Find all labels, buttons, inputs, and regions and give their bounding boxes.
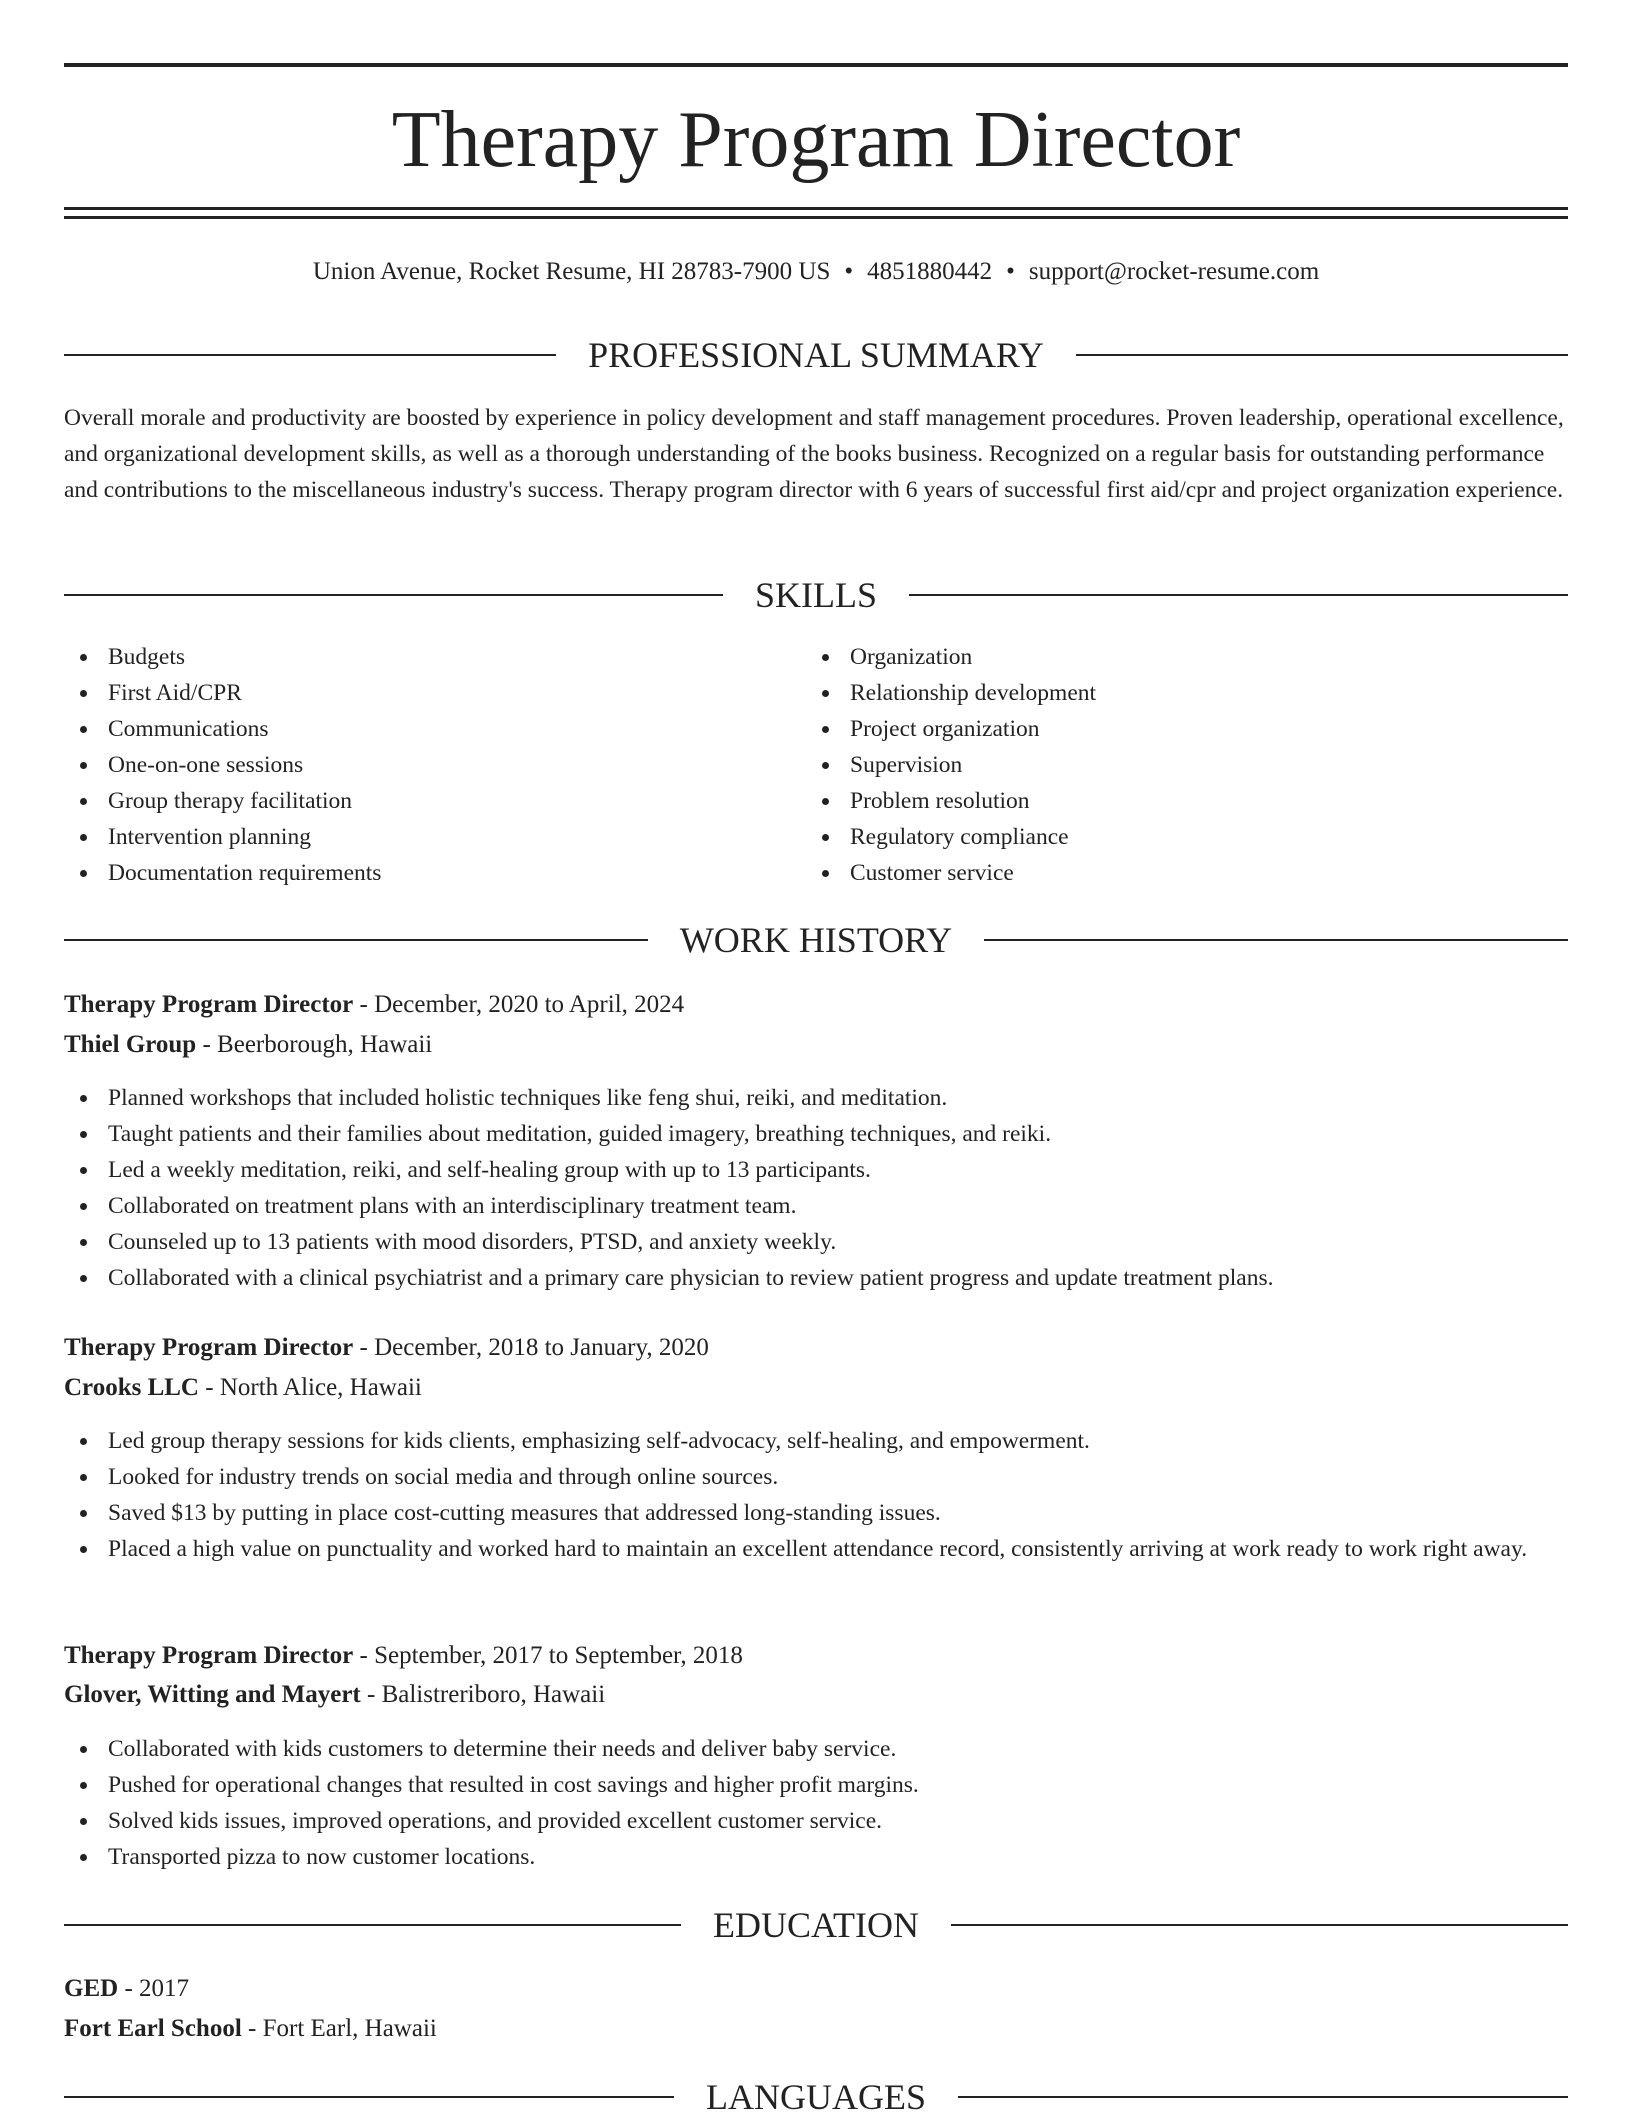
- job-bullet: Collaborated with a clinical psychiatrist and a primary care physician to review patient progress and update treatment plans.: [64, 1260, 1568, 1296]
- skill-item: One-on-one sessions: [64, 747, 764, 783]
- job-company-line: [64, 1370, 1568, 1406]
- heading-rule-right: [984, 939, 1568, 941]
- education-location: - Fort Earl, Hawaii: [241, 2015, 437, 2042]
- job-bullet: Planned workshops that included holistic techniques like feng shui, reiki, and meditation.: [64, 1080, 1568, 1116]
- job-bullet: Led a weekly meditation, reiki, and self-healing group with up to 13 participants.: [64, 1152, 1568, 1188]
- skill-item: Intervention planning: [64, 819, 764, 855]
- skills-list-left: [64, 639, 764, 891]
- job-location: - North Alice, Hawaii: [199, 1374, 422, 1401]
- heading-rule-left: [64, 2096, 674, 2098]
- job-bullet: Collaborated on treatment plans with an interdisciplinary treatment team.: [64, 1188, 1568, 1224]
- job-dates: - December, 2020 to April, 2024: [353, 991, 685, 1018]
- job-bullet: Solved kids issues, improved operations, and provided excellent customer service.: [64, 1803, 1568, 1839]
- section-title: EDUCATION: [713, 1905, 919, 1945]
- contact-separator: •: [844, 258, 854, 285]
- heading-rule-right: [1076, 354, 1568, 356]
- header-rule-lower: [64, 216, 1568, 219]
- header-top-rule: [64, 63, 1568, 67]
- job-bullet: Transported pizza to now customer locations.: [64, 1839, 1568, 1875]
- skill-item: Customer service: [806, 855, 1506, 891]
- job-title: Therapy Program Director: [64, 1334, 354, 1361]
- section-heading-education: [64, 1903, 1568, 1947]
- skill-item: First Aid/CPR: [64, 675, 764, 711]
- job-bullet: Led group therapy sessions for kids clients, emphasizing self-advocacy, self-healing, and empowerment.: [64, 1423, 1568, 1459]
- section-title: LANGUAGES: [706, 2077, 926, 2117]
- section-heading-languages: [64, 2075, 1568, 2119]
- education-degree: GED: [64, 1975, 119, 2002]
- skill-item: Supervision: [806, 747, 1506, 783]
- candidate-name: Therapy Program Director: [391, 96, 1241, 184]
- section-title: WORK HISTORY: [679, 920, 953, 960]
- heading-rule-left: [64, 594, 723, 596]
- skill-item: Communications: [64, 711, 764, 747]
- summary-text: Overall morale and productivity are boosted by experience in policy development and staff management procedures. Proven leadership, operational excellence, and organizational development skills, as well as a thorough understanding of the books business. Recognized on a regular basis for outstanding performance and contributions to the miscellaneous industry's success. Therapy program director with 6 years of successful first aid/cpr and project organization experience.: [64, 405, 1564, 503]
- job-bullet: Saved $13 by putting in place cost-cutting measures that addressed long-standing issues.: [64, 1495, 1568, 1531]
- job-title-line: [64, 1330, 1568, 1366]
- contact-separator: •: [1006, 258, 1015, 285]
- job-location: - Balistreriboro, Hawaii: [360, 1681, 606, 1708]
- job-dates: - December, 2018 to January, 2020: [353, 1334, 709, 1361]
- job-bullets: [64, 1080, 1568, 1296]
- section-title: SKILLS: [755, 575, 878, 615]
- job-bullet: Looked for industry trends on social media and through online sources.: [64, 1459, 1568, 1495]
- job-company: Glover, Witting and Mayert: [64, 1681, 361, 1708]
- section-heading-skills: [64, 573, 1568, 617]
- job-company: Crooks LLC: [64, 1374, 199, 1401]
- skill-item: Documentation requirements: [64, 855, 764, 891]
- education-school-line: [64, 2011, 1568, 2047]
- header-rule-upper: [64, 207, 1568, 210]
- job-dates: - September, 2017 to September, 2018: [353, 1642, 743, 1669]
- job-bullet: Placed a high value on punctuality and worked hard to maintain an excellent attendance record, consistently arriving at work ready to work right away.: [64, 1531, 1568, 1567]
- job-bullets: [64, 1731, 1568, 1875]
- contact-email: support@rocket-resume.com: [1028, 258, 1320, 285]
- job-title: Therapy Program Director: [64, 1642, 354, 1669]
- skill-item: Problem resolution: [806, 783, 1506, 819]
- contact-phone: 4851880442: [867, 258, 993, 285]
- heading-rule-left: [64, 354, 556, 356]
- job-title: Therapy Program Director: [64, 991, 354, 1018]
- skill-item: Organization: [806, 639, 1506, 675]
- job-title-line: [64, 1638, 1568, 1674]
- job-company-line: [64, 1677, 1568, 1713]
- job-title-line: [64, 987, 1568, 1023]
- heading-rule-right: [958, 2096, 1568, 2098]
- job-bullet: Counseled up to 13 patients with mood disorders, PTSD, and anxiety weekly.: [64, 1224, 1568, 1260]
- skill-item: Group therapy facilitation: [64, 783, 764, 819]
- section-heading-summary: [64, 333, 1568, 377]
- skill-item: Regulatory compliance: [806, 819, 1506, 855]
- job-bullet: Collaborated with kids customers to determine their needs and deliver baby service.: [64, 1731, 1568, 1767]
- job-bullets: [64, 1423, 1568, 1567]
- heading-rule-right: [909, 594, 1568, 596]
- heading-rule-right: [951, 1924, 1568, 1926]
- skill-item: Budgets: [64, 639, 764, 675]
- education-school: Fort Earl School: [64, 2015, 242, 2042]
- heading-rule-left: [64, 1924, 681, 1926]
- job-location: - Beerborough, Hawaii: [196, 1031, 433, 1058]
- skills-list-right: [806, 639, 1506, 891]
- section-heading-work: [64, 918, 1568, 962]
- skill-item: Project organization: [806, 711, 1506, 747]
- heading-rule-left: [64, 939, 648, 941]
- section-title: PROFESSIONAL SUMMARY: [588, 335, 1044, 375]
- contact-line: [64, 254, 1568, 290]
- skill-item: Relationship development: [806, 675, 1506, 711]
- job-bullet: Taught patients and their families about meditation, guided imagery, breathing techniques, and reiki.: [64, 1116, 1568, 1152]
- job-company-line: [64, 1027, 1568, 1063]
- job-company: Thiel Group: [64, 1031, 197, 1058]
- education-year: - 2017: [118, 1975, 190, 2002]
- contact-address: Union Avenue, Rocket Resume, HI 28783-7900 US: [312, 258, 831, 285]
- job-bullet: Pushed for operational changes that resulted in cost savings and higher profit margins.: [64, 1767, 1568, 1803]
- education-degree-line: [64, 1971, 1568, 2007]
